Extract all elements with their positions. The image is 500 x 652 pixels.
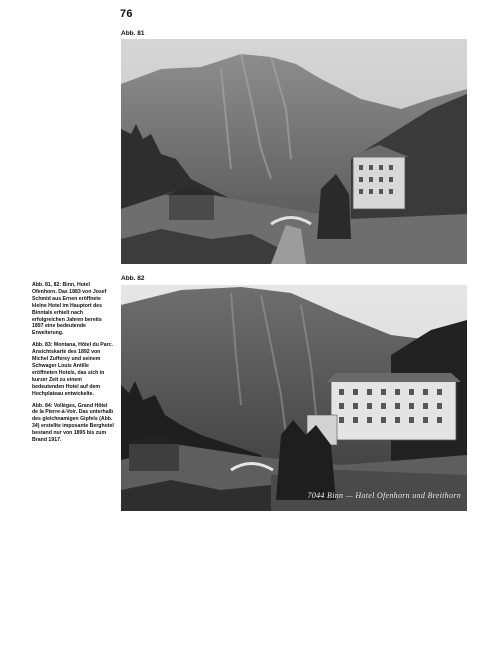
figure-label-82: Abb. 82: [121, 275, 145, 282]
figure-label-81: Abb. 81: [121, 30, 145, 37]
photo-binn-hotel-ofenhorn-2: [121, 285, 467, 511]
page-number: 76: [120, 8, 133, 20]
caption-abb-84: Abb. 84: Vollèges, Grand Hôtel de la Pierre-à-Voir. Das unterhalb des gleichnamigen Gipfels (Abb. 34) erstellte imposante Berghotel bestand nur von 1895 bis zum Brand 1917.: [32, 402, 114, 444]
caption-abb-81-82: Abb. 81, 82: Binn, Hotel Ofenhorn. Das 1883 von Josef Schmid aus Ernen eröffnete kleine Hotel im Hauptort des Binntals erhielt nach erfolgreichen Jahren bereits 1897 eine bedeutende Erweiterung.: [32, 282, 107, 337]
photo-landscape-2: [121, 285, 467, 511]
photo-inset-caption: 7044 Binn — Hotel Ofenhorn und Breithorn: [307, 491, 461, 500]
caption-column: [32, 282, 114, 449]
caption-abb-83: Abb. 83: Montana, Hôtel du Parc. Ansichtskarte des 1892 von Michel Zufferey und seinem Schwager Louis Antille eröffneten Hotels, das sich in kurzer Zeit zu einem bedeutenden Hotel auf dem Hochplateau entwickelte.: [32, 342, 113, 397]
photo-binn-hotel-ofenhorn-1: [121, 39, 467, 264]
photo-landscape-1: [121, 39, 467, 264]
